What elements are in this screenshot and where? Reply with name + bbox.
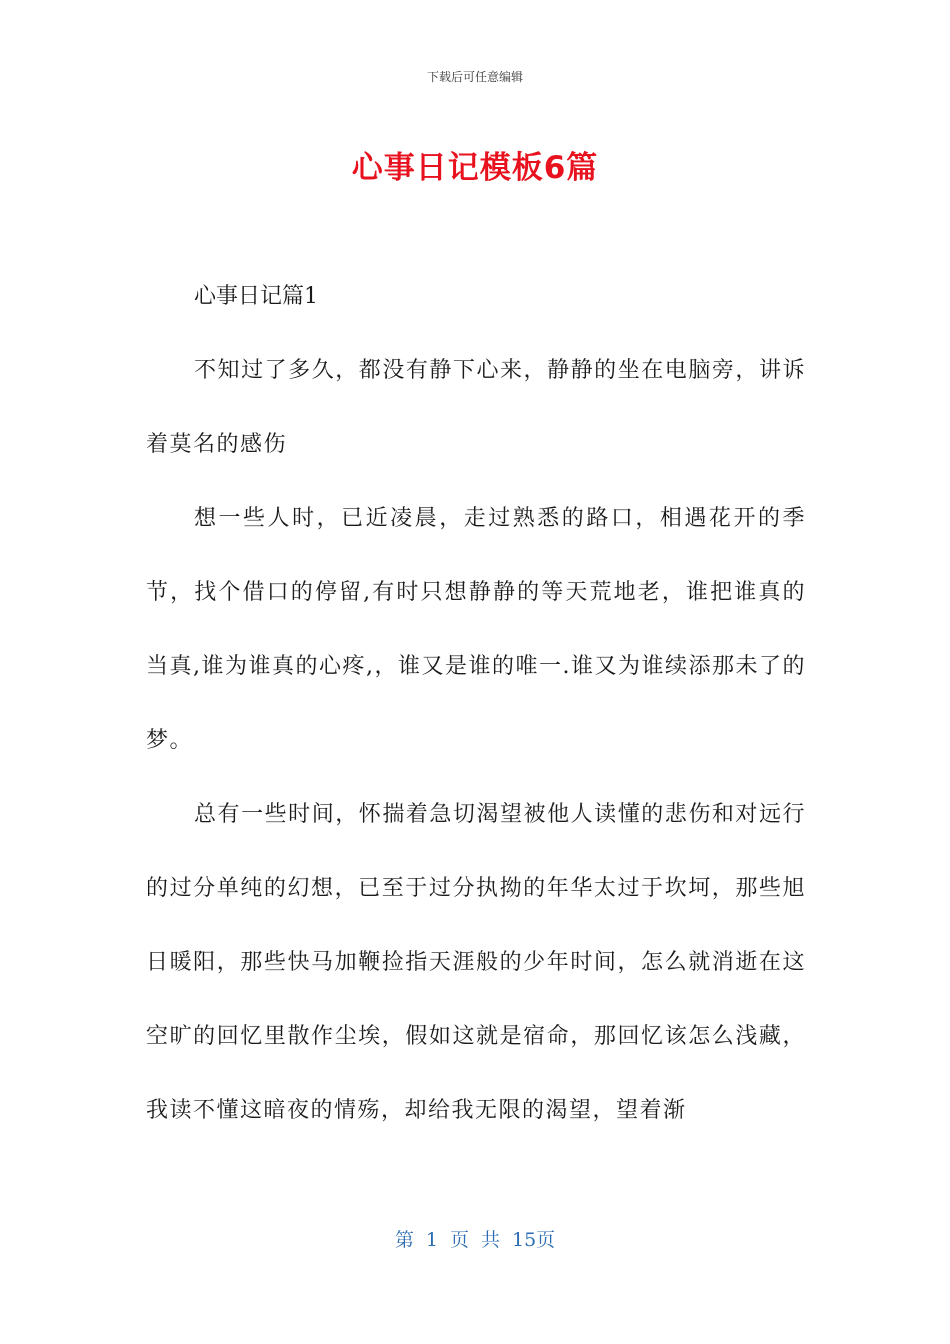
footer-current-page: 1 bbox=[425, 1229, 438, 1251]
document-title: 心事日记模板6篇 bbox=[351, 150, 599, 186]
header-note: 下载后可任意编辑 bbox=[426, 70, 523, 84]
footer-label-of: 页 共 bbox=[449, 1229, 500, 1251]
document-body bbox=[146, 334, 806, 1148]
footer-label-page: 第 bbox=[394, 1229, 414, 1251]
paragraph-2: 想一些人时，已近凌晨，走过熟悉的路口，相遇花开的季节，找个借口的停留,有时只想静静的等天荒地老，谁把谁真的当真,谁为谁真的心疼,，谁又是谁的唯一.谁又为谁续添那未了的梦。 bbox=[146, 506, 806, 753]
paragraph-1: 不知过了多久，都没有静下心来，静静的坐在电脑旁，讲诉着莫名的感伤 bbox=[146, 358, 806, 457]
paragraph-3: 总有一些时间，怀揣着急切渴望被他人读懂的悲伤和对远行的过分单纯的幻想，已至于过分执拗的年华太过于坎坷，那些旭日暖阳，那些快马加鞭捡指天涯般的少年时间，怎么就消逝在这空旷的回忆里散作尘埃，假如这就是宿命，那回忆该怎么浅藏，我读不懂这暗夜的情殇，却给我无限的渴望，望着渐 bbox=[146, 802, 806, 1123]
section-heading: 心事日记篇1 bbox=[194, 284, 318, 309]
footer-total-pages: 15页 bbox=[511, 1229, 556, 1251]
page-footer bbox=[0, 1225, 950, 1252]
